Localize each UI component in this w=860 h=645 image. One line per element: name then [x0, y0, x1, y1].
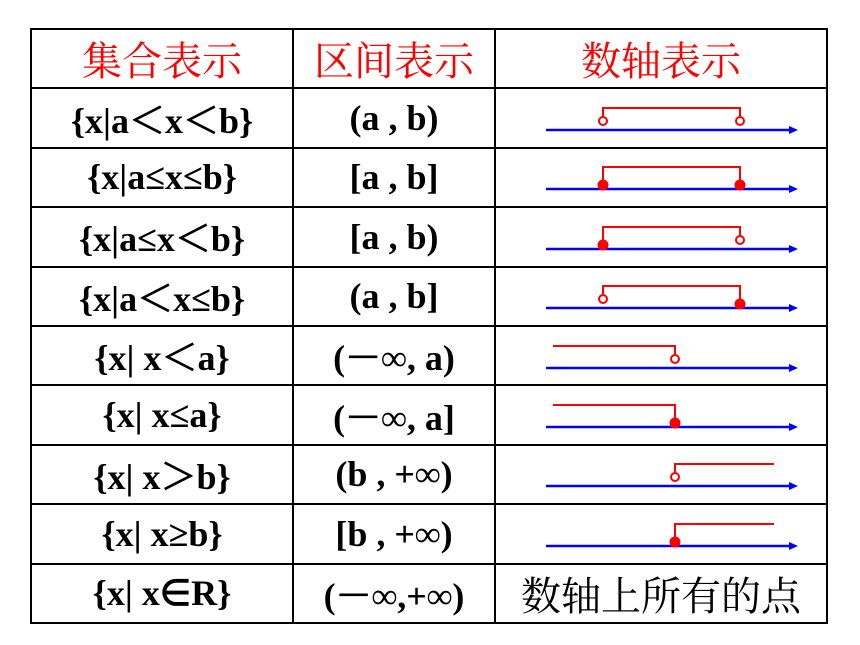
interval-notation-cell: (－∞,+∞) [293, 564, 495, 623]
number-line-cell [495, 88, 827, 147]
number-line-cell [495, 504, 827, 563]
header-row [31, 29, 827, 88]
interval-notation-cell: [a , b) [293, 207, 495, 266]
right-closed-endpoint-dot [671, 419, 680, 428]
left-closed-endpoint-dot [671, 537, 680, 546]
header-number-line: 数轴表示 [495, 29, 827, 88]
number-line [496, 387, 826, 443]
interval-notation-cell: (a , b) [293, 88, 495, 147]
table-row [31, 88, 827, 147]
interval-notation-cell: [b , +∞) [293, 504, 495, 563]
set-notation-cell: {x| x＜a} [31, 326, 293, 385]
axis-arrowhead [789, 364, 798, 372]
set-notation-cell: {x|a≤x≤b} [31, 148, 293, 207]
table-row [31, 207, 827, 266]
number-line-cell [495, 267, 827, 326]
number-line-cell [495, 385, 827, 444]
set-notation-cell: {x| x∈R} [31, 564, 293, 623]
left-open-endpoint-circle [671, 473, 679, 481]
axis-arrowhead [789, 423, 798, 431]
number-line [496, 149, 826, 205]
number-line [496, 328, 826, 384]
right-open-endpoint-circle [671, 355, 679, 363]
left-open-endpoint-circle [599, 117, 607, 125]
axis-arrowhead [789, 245, 798, 253]
set-notation-cell: {x|a＜x＜b} [31, 88, 293, 147]
set-notation-cell: {x|a≤x＜b} [31, 207, 293, 266]
axis-arrowhead [789, 542, 798, 550]
table-row [31, 504, 827, 563]
number-line-cell [495, 326, 827, 385]
right-open-endpoint-circle [736, 236, 744, 244]
set-notation-cell: {x|a＜x≤b} [31, 267, 293, 326]
set-notation-cell: {x| x≤a} [31, 385, 293, 444]
interval-notation-cell: [a , b] [293, 148, 495, 207]
axis-arrowhead [789, 126, 798, 134]
left-closed-endpoint-dot [599, 181, 608, 190]
left-open-endpoint-circle [599, 295, 607, 303]
right-closed-endpoint-dot [736, 181, 745, 190]
number-line [496, 90, 826, 146]
right-open-endpoint-circle [736, 117, 744, 125]
number-line [496, 268, 826, 324]
interval-notation-cell: (－∞, a] [293, 385, 495, 444]
left-closed-endpoint-dot [599, 240, 608, 249]
table-row [31, 148, 827, 207]
number-line-text-cell: 数轴上所有的点 [495, 564, 827, 623]
interval-notation-table [30, 28, 828, 624]
axis-arrowhead [789, 185, 798, 193]
header-interval-notation: 区间表示 [293, 29, 495, 88]
number-line-cell [495, 148, 827, 207]
header-set-notation: 集合表示 [31, 29, 293, 88]
table-row [31, 564, 827, 623]
table-row [31, 445, 827, 504]
set-notation-cell: {x| x＞b} [31, 445, 293, 504]
interval-notation-cell: (b , +∞) [293, 445, 495, 504]
axis-arrowhead [789, 304, 798, 312]
interval-notation-cell: (a , b] [293, 267, 495, 326]
number-line [496, 446, 826, 502]
table-row [31, 326, 827, 385]
number-line-cell [495, 207, 827, 266]
right-closed-endpoint-dot [736, 300, 745, 309]
axis-arrowhead [789, 482, 798, 490]
set-notation-cell: {x| x≥b} [31, 504, 293, 563]
table-row [31, 267, 827, 326]
number-line [496, 506, 826, 562]
interval-notation-cell: (－∞, a) [293, 326, 495, 385]
number-line [496, 209, 826, 265]
number-line-cell [495, 445, 827, 504]
table-row [31, 385, 827, 444]
